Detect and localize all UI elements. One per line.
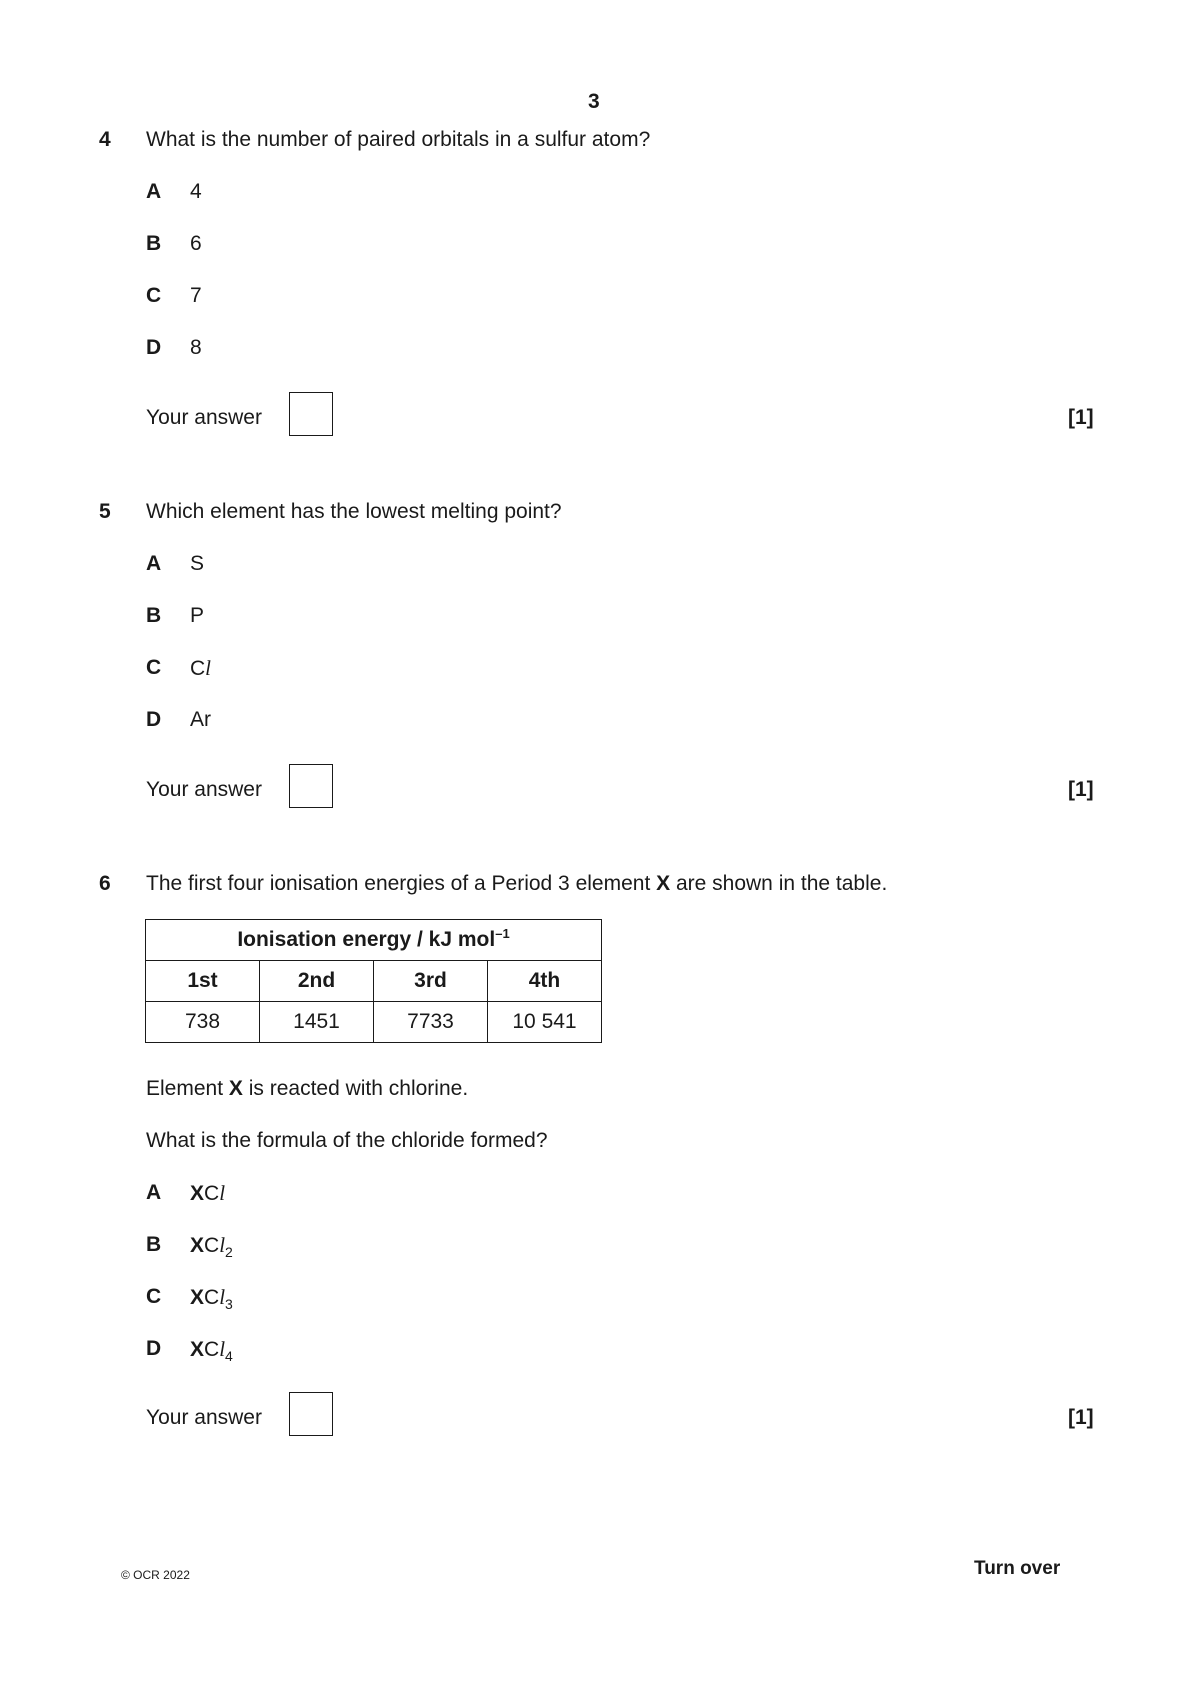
column-header: 2nd [260, 961, 374, 1002]
column-header: 4th [488, 961, 602, 1002]
question-number: 5 [99, 500, 111, 523]
mark-allocation: [1] [1068, 406, 1094, 429]
answer-label: Your answer [146, 1406, 262, 1429]
table-cell: 738 [146, 1002, 260, 1043]
option-text-b: P [190, 604, 205, 627]
option-formula-d: XCl$_4$ [190, 1337, 233, 1364]
answer-box[interactable] [289, 392, 333, 436]
table-cell: 7733 [374, 1002, 488, 1043]
option-text-c: 7 [190, 284, 202, 307]
copyright-notice: © OCR 2022 [121, 1568, 190, 1582]
answer-box[interactable] [289, 1392, 333, 1436]
option-formula-c: XCl$_3$ [190, 1285, 233, 1312]
question-text: Which element has the lowest melting point? [146, 500, 562, 523]
option-letter-c: C [146, 1285, 162, 1308]
option-letter-d: D [146, 336, 162, 359]
option-letter-b: B [146, 604, 162, 627]
mark-allocation: [1] [1068, 778, 1094, 801]
option-text-a: 4 [190, 180, 202, 203]
option-formula-a: XCl [190, 1181, 226, 1205]
column-header: 3rd [374, 961, 488, 1002]
statement-text: Element X is reacted with chlorine. [146, 1077, 469, 1100]
table-cell: 1451 [260, 1002, 374, 1043]
option-text-c: Cl [190, 656, 212, 680]
option-text-a: S [190, 552, 205, 575]
turn-over-text: Turn over [974, 1558, 1061, 1579]
answer-label: Your answer [146, 778, 262, 801]
table-cell: 10 541 [488, 1002, 602, 1043]
option-letter-a: A [146, 552, 162, 575]
answer-box[interactable] [289, 764, 333, 808]
mark-allocation: [1] [1068, 1406, 1094, 1429]
question-number: 4 [99, 128, 111, 151]
column-header: 1st [146, 961, 260, 1002]
option-formula-b: XCl$_2$ [190, 1233, 233, 1260]
option-text-d: 8 [190, 336, 202, 359]
question-text: The first four ionisation energies of a Period 3 element X are shown in the table. [146, 872, 888, 895]
ionisation-energy-table [145, 919, 602, 1043]
question-prompt: What is the formula of the chloride formed? [146, 1129, 548, 1152]
option-letter-d: D [146, 1337, 162, 1360]
table-title: Ionisation energy / kJ mol$^{-1}$ [146, 920, 602, 961]
option-letter-a: A [146, 180, 162, 203]
option-letter-c: C [146, 656, 162, 679]
option-letter-b: B [146, 232, 162, 255]
page-number: 3 [588, 90, 600, 113]
question-number: 6 [99, 872, 111, 895]
option-letter-b: B [146, 1233, 162, 1256]
option-letter-a: A [146, 1181, 162, 1204]
option-text-d: Ar [190, 708, 211, 731]
option-text-b: 6 [190, 232, 202, 255]
question-text: What is the number of paired orbitals in a sulfur atom? [146, 128, 651, 151]
option-letter-d: D [146, 708, 162, 731]
answer-label: Your answer [146, 406, 262, 429]
option-letter-c: C [146, 284, 162, 307]
